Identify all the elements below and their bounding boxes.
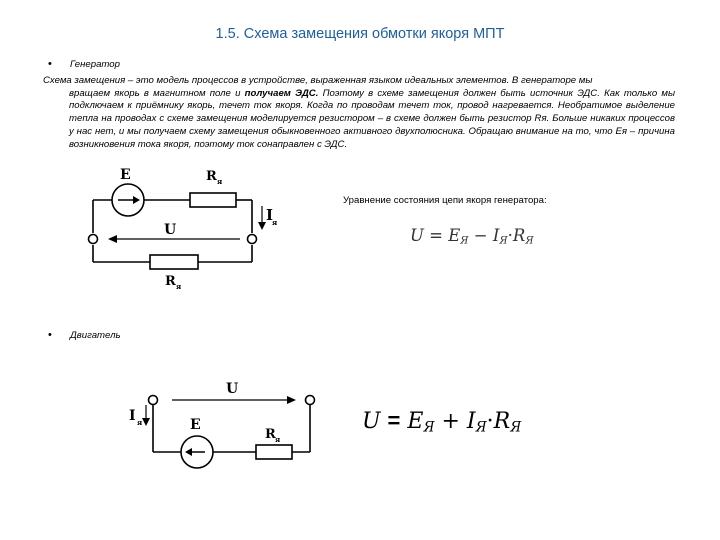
motor-current-label: I — [129, 408, 136, 424]
f2-op: + — [441, 409, 460, 434]
motor-formula — [362, 408, 521, 435]
f1-i-sub: Я — [499, 235, 508, 247]
f2-r-sub: Я — [510, 419, 522, 436]
motor-terminal-left — [149, 396, 158, 405]
f2-r: R — [493, 409, 511, 434]
f2-dot: · — [486, 409, 494, 434]
f1-e-sub: Я — [460, 235, 469, 247]
f2-e-sub: Я — [423, 419, 435, 436]
gen-r-top-label: R — [206, 169, 217, 184]
f2-eq: = — [387, 408, 401, 433]
page-title: 1.5. Схема замещения обмотки якоря МПТ — [215, 26, 505, 42]
gen-emf-label: E — [120, 167, 131, 183]
motor-resistor — [256, 445, 292, 459]
f1-dot: · — [507, 226, 513, 245]
f2-e: E — [407, 409, 424, 434]
motor-emf-label: E — [190, 417, 201, 433]
f1-i: I — [492, 226, 500, 245]
f2-lhs: U — [362, 409, 381, 434]
bullet-dot: • — [48, 329, 52, 341]
f1-r-sub: Я — [525, 235, 534, 247]
bullet-motor-label: Двигатель — [70, 330, 121, 341]
motor-current-arrow-head — [142, 418, 150, 426]
gen-voltage-label: U — [164, 222, 177, 238]
f1-lhs: U — [410, 226, 424, 245]
gen-r-top-sub: я — [217, 177, 223, 186]
gen-current-label: I — [266, 206, 274, 224]
gen-r-bottom-sub: я — [176, 282, 182, 291]
bullet-generator-label: Генератор — [70, 59, 120, 70]
motor-r-label: R — [265, 427, 276, 442]
motor-current-sub: я — [137, 418, 143, 427]
motor-terminal-right — [306, 396, 315, 405]
motor-r-sub: я — [275, 435, 281, 444]
motor-voltage-arrow-head — [287, 396, 296, 404]
motor-emf-arrow-head — [185, 448, 192, 456]
gen-r-bottom-label: R — [165, 274, 176, 289]
f2-i: I — [466, 409, 476, 434]
f1-e: E — [448, 226, 461, 245]
equation-label: Уравнение состояния цепи якоря генератора: — [343, 195, 547, 206]
motor-voltage-label: U — [226, 381, 239, 397]
f1-eq: = — [429, 226, 443, 245]
f1-op: − — [473, 226, 488, 245]
para-rest-b: Поэтому в схеме замещения должен быть источник ЭДС. Как только мы подключаем к приёмнику якорь, течет ток якоря. Когда по проводам течет ток, провод нагревается. Необратимое выделение тепла на проводах с схеме замещения моделируется резистором – в схеме должен быть резистор Rя. Больше никаких процессов у нас нет, и мы получаем схему замещения обыкновенного активного двухполюсника. Обращаю внимание на то, что Ея – причина возникновения тока якоря, поэтому ток сонаправлен с ЭДС. — [69, 87, 675, 150]
para-bold: получаем ЭДС. — [244, 87, 319, 99]
f1-r: R — [512, 226, 526, 245]
bullet-dot: • — [48, 58, 52, 70]
f2-i-sub: Я — [475, 419, 487, 436]
para-first-line: Схема замещения – это модель процессов в устройстве, выраженная языком идеальных элементов. В генераторе мы — [43, 75, 593, 86]
para-rest-a: вращаем якорь в магнитном поле и — [69, 87, 245, 99]
gen-current-sub: я — [272, 218, 278, 227]
